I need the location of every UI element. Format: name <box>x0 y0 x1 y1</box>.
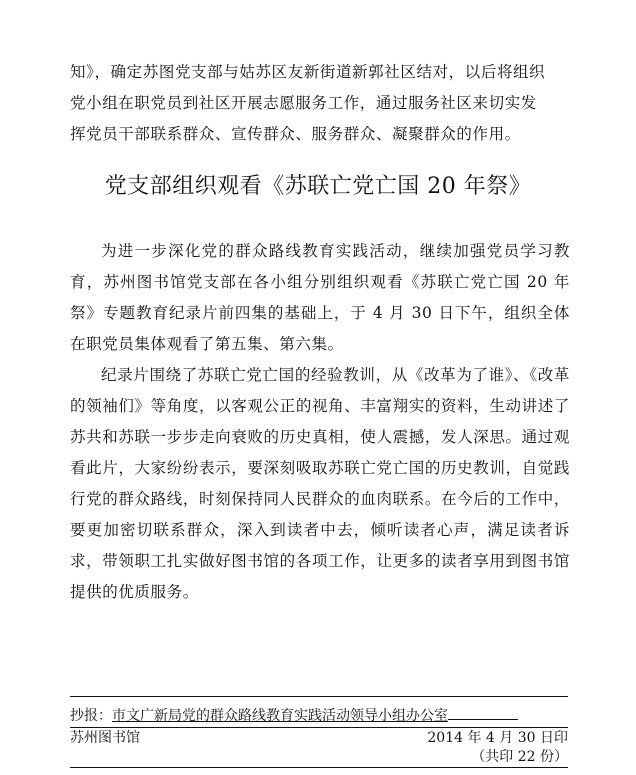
print-date: 2014 年 4 月 30 日印 <box>427 730 568 746</box>
issuer-name: 苏州图书馆 <box>70 730 140 746</box>
footer-bottom-rule <box>70 767 568 768</box>
print-copies: （共印 22 份） <box>471 749 568 765</box>
article-paragraph-1: 为进一步深化党的群众路线教育实践活动，继续加强党员学习教育，苏州图书馆党支部在各小组分别组织观看《苏联亡党亡国 20 年祭》专题教育纪录片前四集的基础上，于 4 月 30 日下午，组织全体在职党员集体观看了第五集、第六集。 <box>70 242 570 353</box>
continuation-line-2: 党小组在职党员到社区开展志愿服务工作，通过服务社区来切实发 <box>70 94 537 112</box>
continuation-line-1: 知》，确定苏图党支部与姑苏区友新街道新郭社区结对，以后将组织 <box>70 63 546 81</box>
continuation-line-3: 挥党员干部联系群众、宣传群众、服务群众、凝聚群众的作用。 <box>70 125 521 143</box>
cc-blank-line <box>448 706 518 720</box>
article-title: 党支部组织观看《苏联亡党亡国 20 年祭》 <box>104 174 532 199</box>
footer-middle-rule <box>70 727 568 728</box>
cc-line <box>70 706 518 725</box>
cc-recipient: 市文广新局党的群众路线教育实践活动领导小组办公室 <box>112 708 448 724</box>
cc-label: 抄报： <box>70 708 112 724</box>
footer-top-rule <box>70 696 568 697</box>
article-paragraph-2: 纪录片围绕了苏联亡党亡国的经验教训，从《改革为了谁》、《改革的领袖们》等角度，以客观公正的视角、丰富翔实的资料，生动讲述了苏共和苏联一步步走向衰败的历史真相，使人震撼，发人深思。通过观看此片，大家纷纷表示，要深刻吸取苏联亡党亡国的历史教训，自觉践行党的群众路线，时刻保持同人民群众的血肉联系。在今后的工作中，要更加密切联系群众，深入到读者中去，倾听读者心声，满足读者诉求，带领职工扎实做好图书馆的各项工作，让更多的读者享用到图书馆提供的优质服务。 <box>70 366 570 601</box>
